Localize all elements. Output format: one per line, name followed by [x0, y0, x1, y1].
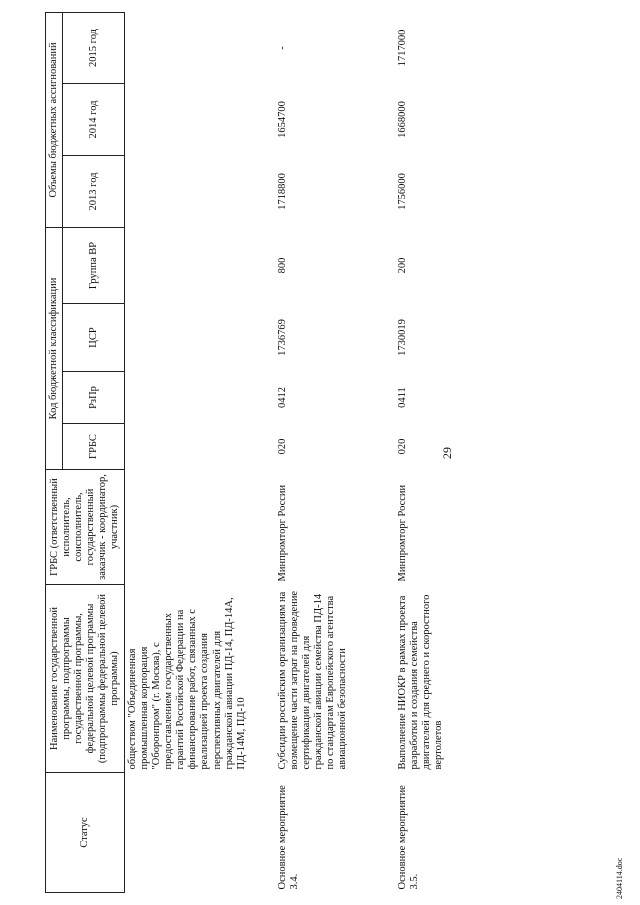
cell-grbs-main: Минпромторг России	[396, 484, 408, 582]
header-rzpr: РзПр	[63, 372, 125, 424]
cell-status	[125, 773, 275, 893]
cell-rzpr: 0411	[396, 387, 408, 408]
cell-2013: 1756000	[396, 173, 408, 210]
cell-2013	[125, 155, 275, 227]
header-2013: 2013 год	[63, 155, 125, 227]
budget-table	[45, 12, 505, 893]
header-status: Статус	[46, 773, 125, 893]
cell-2014	[125, 83, 275, 155]
cell-vr: 800	[276, 257, 288, 274]
cell-csr	[125, 304, 275, 372]
cell-2015: -	[276, 46, 288, 50]
cell-grbs-main	[125, 470, 275, 585]
cell-name: Выполнение НИОКР в рамках проекта разработки и создания семейства двигателей для среднего и скоростного вертолетов	[396, 594, 444, 770]
cell-2014: 1654700	[276, 101, 288, 138]
cell-grbs: 020	[276, 438, 288, 455]
header-csr: ЦСР	[63, 304, 125, 372]
header-budget-code: Код бюджетной классификации	[46, 227, 63, 469]
cell-name: Субсидии российским организациям на возмещение части затрат на проведение сертификации двигателей для гражданской авиации семейства ПД-14 по стандартам Европейского агентства авиационной безопасности	[276, 590, 348, 770]
cell-rzpr: 0412	[276, 387, 288, 408]
footer-doc-code: 2404114.doc	[615, 857, 624, 899]
cell-2015: 1717000	[396, 29, 408, 67]
header-name: Наименование государственной программы, подпрограммы государственной программы, федеральной целевой программы (подпрограммы федеральной целевой программы)	[46, 585, 125, 773]
cell-vr	[125, 227, 275, 303]
table-row	[275, 12, 395, 892]
header-grbs-main: ГРБС (ответственный исполнитель, соисполнитель, государственный заказчик - координатор, участник)	[46, 470, 125, 585]
cell-status: Основное мероприятие 3.5.	[396, 785, 420, 890]
cell-grbs	[125, 424, 275, 470]
cell-name: обществом "Объединенная промышленная корпорация "Оборонпром" (г. Москва), с предоставлением государственных гарантий Российской Федерации на финансирование работ, связанных с реализацией проекта создания перспективных двигателей для гражданской авиации ПД-14, ПД-14А, ПД-14М, ПД-10	[127, 597, 247, 770]
cell-vr: 200	[396, 257, 408, 274]
header-vr: Группа ВР	[63, 227, 125, 303]
cell-csr: 1730019	[396, 319, 408, 356]
cell-2015	[125, 12, 275, 83]
cell-status: Основное мероприятие 3.4.	[276, 785, 300, 890]
header-grbs: ГРБС	[63, 424, 125, 470]
header-2014: 2014 год	[63, 83, 125, 155]
cell-csr: 1736769	[276, 319, 288, 356]
cell-2013: 1718800	[276, 173, 288, 210]
cell-2014: 1668000	[396, 101, 408, 138]
table-row	[125, 12, 275, 892]
page-number: 29	[440, 447, 454, 459]
cell-rzpr	[125, 372, 275, 424]
header-volumes: Объемы бюджетных ассигнований	[46, 12, 63, 227]
table-row	[395, 12, 505, 892]
cell-grbs: 020	[396, 438, 408, 455]
header-2015: 2015 год	[63, 12, 125, 83]
cell-grbs-main: Минпромторг России	[276, 484, 288, 582]
